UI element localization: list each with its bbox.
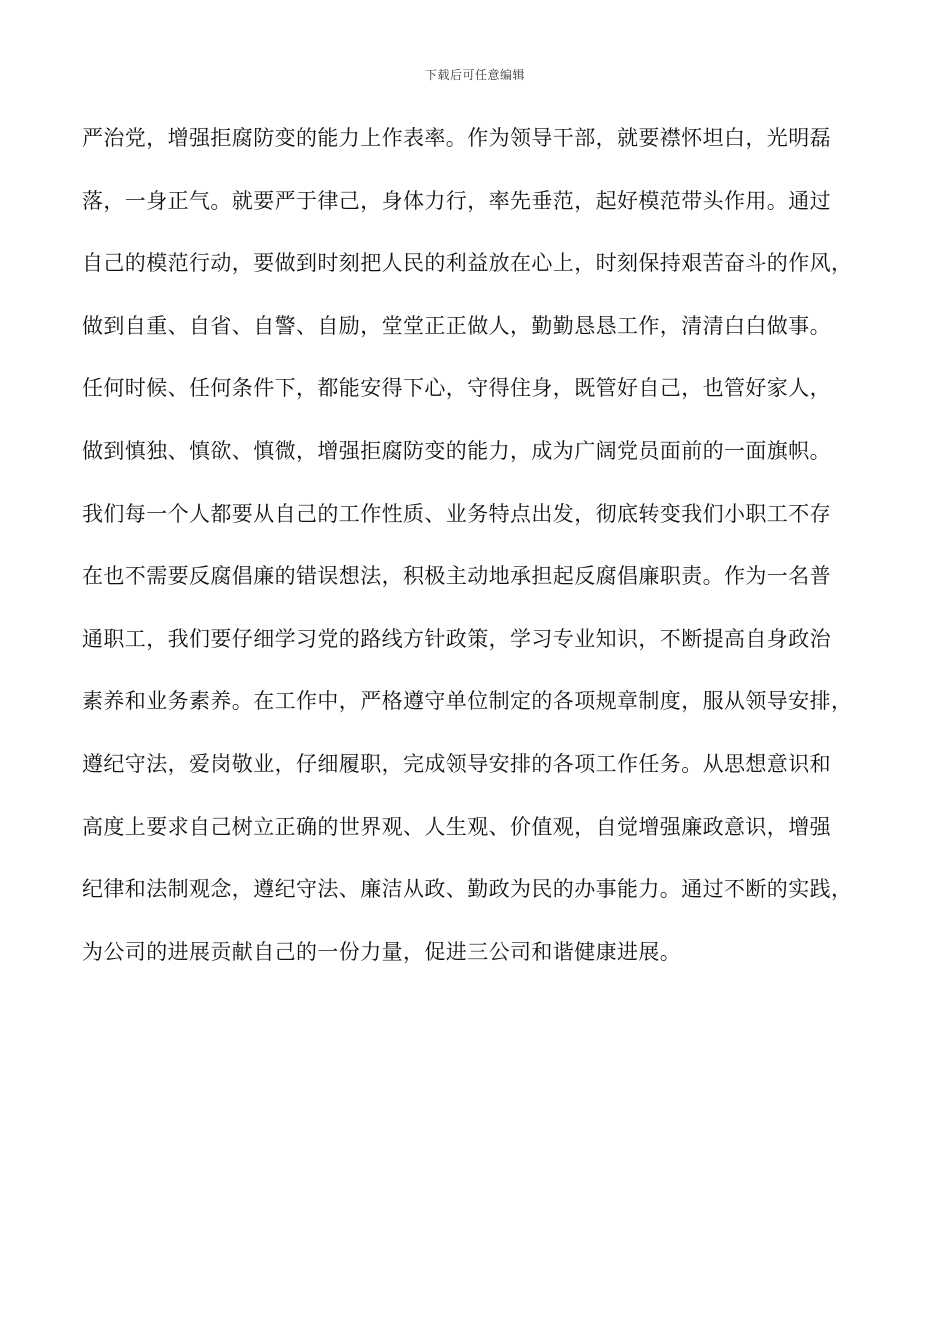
- body-line: 通职工，我们要仔细学习党的路线方针政策，学习专业知识，不断提高自身政治: [82, 626, 831, 651]
- page-header: 下载后可任意编辑: [424, 68, 525, 82]
- body-line: 遵纪守法，爱岗敬业，仔细履职，完成领导安排的各项工作任务。从思想意识和: [82, 751, 831, 776]
- body-line: 做到自重、自省、自警、自励，堂堂正正做人，勤勤恳恳工作，清清白白做事。: [82, 313, 831, 338]
- body-line: 在也不需要反腐倡廉的错误想法，积极主动地承担起反腐倡廉职责。作为一名普: [82, 564, 831, 589]
- body-line: 自己的模范行动，要做到时刻把人民的利益放在心上，时刻保持艰苦奋斗的作风，: [82, 251, 853, 276]
- body-line: 纪律和法制观念，遵纪守法、廉洁从政、勤政为民的办事能力。通过不断的实践，: [82, 877, 853, 902]
- body-line: 我们每一个人都要从自己的工作性质、业务特点出发，彻底转变我们小职工不存: [82, 501, 831, 526]
- body-line: 做到慎独、慎欲、慎微，增强拒腐防变的能力，成为广阔党员面前的一面旗帜。: [82, 438, 831, 463]
- document-body: [82, 118, 882, 994]
- body-line: 落，一身正气。就要严于律己，身体力行，率先垂范，起好模范带头作用。通过: [82, 188, 831, 213]
- body-line: 素养和业务素养。在工作中，严格遵守单位制定的各项规章制度，服从领导安排，: [82, 689, 853, 714]
- body-line: 严治党，增强拒腐防变的能力上作表率。作为领导干部，就要襟怀坦白，光明磊: [82, 126, 831, 150]
- body-line: 任何时候、任何条件下，都能安得下心，守得住身，既管好自己，也管好家人，: [82, 376, 831, 401]
- body-line: 为公司的进展贡献自己的一份力量，促进三公司和谐健康进展。: [82, 939, 682, 964]
- body-line: 高度上要求自己树立正确的世界观、人生观、价值观，自觉增强廉政意识，增强: [82, 814, 831, 839]
